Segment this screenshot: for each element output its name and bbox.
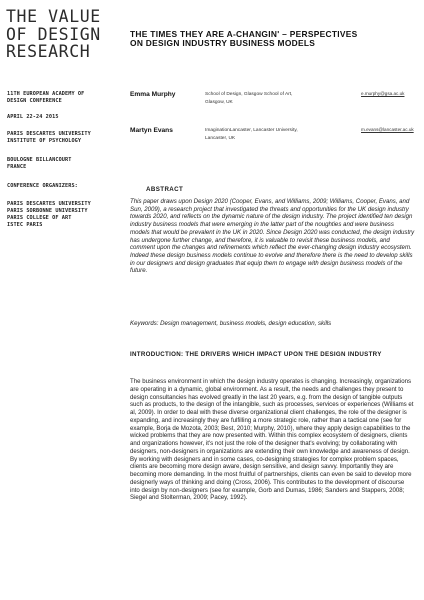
conference-logo [6, 8, 118, 61]
keywords: Keywords: Design management, business models, design education, skills [130, 320, 332, 327]
organizer-item: ISTEC PARIS [7, 222, 43, 228]
city-line-1: BOULOGNE BILLANCOURT [7, 157, 72, 163]
affiliation-line-1: School of Design, Glasgow School of Art, [205, 92, 293, 97]
paper-title-line-2: ON DESIGN INDUSTRY BUSINESS MODELS [130, 38, 316, 49]
organizer-item: PARIS COLLEGE OF ART [7, 215, 72, 221]
conference-city [7, 157, 119, 171]
affiliation-line-2: Lancaster, UK [205, 136, 236, 141]
abstract-text: This paper draws upon Design 2020 (Cooper, Evans, and Williams, 2009; Williams, Cooper, Evans, and Sun, 2009), a research project that investigated the threats and opportunities for the UK design industry towards 2020, and reflects on the dynamic nature of the design industry. The project identified ten design industry business models that were emerging in the latter part of the noughties and were business models that would be prevalent in the UK in 2020. Since Design 2020 was conducted, the design industry has undergone further change, and therefore, it is valuable to revisit these business models, and comment upon the changes and refinements which reflect the ever-changing design industry ecosystem. Indeed these design business models continue to evolve and therefore there is the need to develop skills in our designers and design graduates that equip them to engage with design business models of the future. [130, 198, 415, 275]
author-email-link[interactable]: m.evans@lancaster.ac.uk [361, 127, 414, 132]
paper-title [130, 30, 415, 48]
logo-line-2: OF DESIGN [6, 24, 101, 44]
venue-line-1: PARIS DESCARTES UNIVERSITY [7, 131, 91, 137]
conference-name-line-2: DESIGN CONFERENCE [7, 98, 62, 104]
conference-dates: APRIL 22-24 2015 [7, 114, 59, 120]
section-heading: INTRODUCTION: THE DRIVERS WHICH IMPACT UPON THE DESIGN INDUSTRY [130, 351, 382, 358]
author-email-link[interactable]: e.murphy@gsa.ac.uk [361, 91, 405, 96]
organizer-item: PARIS SORBONNE UNIVERSITY [7, 208, 88, 214]
author-name: Emma Murphy [130, 91, 176, 98]
author-affiliation [205, 91, 325, 107]
organizers-label: CONFERENCE ORGANIZERS: [7, 183, 78, 189]
body-paragraph: The business environment in which the design industry operates is changing. Increasingly, organizations are operating in a dynamic, global environment. As a result, the needs and challenges they present to design consultancies has evolved greatly in the last 20 years, e.g. from the design of tangible outputs such as products, to the design of the intangible, such as processes, services or experiences (Williams et al, 2009). In order to deal with these diverse organizational client challenges, the role of the designer is expanding, and increasingly they are fulfilling a more strategic role, rather than a tactical one (see for example, Borja de Mozota, 2003; Best, 2010; Murphy, 2010), where they apply design capabilities to the wicked problems that they are now presented with. Within this complex ecosystem of designers, clients and organizations however, it's not just the role of the designer that's evolving; by collaborating with designers, non-designers in organizations are extending their own knowledge and awareness of design. By working with designers and in some cases, co-designing strategies for complex problem spaces, clients are becoming more design aware, design sensitive, and design savvy. Importantly they are becoming more demanding. In the most fruitful of partnerships, clients can even be said to develop more designerly ways of thinking and doing (Cross, 2006). This contributes to the development of discourse into design by non-designers (see for example, Gorb and Dumas, 1986; Sanders and Stappers, 2008; Siegel and Stolterman, 2009; Pacey, 1992). [130, 378, 414, 502]
conference-name-line-1: 11TH EUROPEAN ACADEMY OF [7, 91, 85, 97]
logo-line-1: THE VALUE [6, 7, 101, 26]
affiliation-line-1: ImaginationLancaster, Lancaster University, [205, 128, 298, 133]
author-name: Martyn Evans [130, 127, 173, 134]
affiliation-line-2: Glasgow, UK [205, 100, 233, 105]
city-line-2: FRANCE [7, 164, 27, 170]
author-affiliation [205, 127, 325, 143]
conference-name [7, 91, 119, 105]
conference-venue [7, 131, 119, 145]
venue-line-2: INSTITUTE OF PSYCHOLOGY [7, 138, 82, 144]
abstract-heading: ABSTRACT [146, 186, 184, 193]
paper-title-line-1: THE TIMES THEY ARE A-CHANGIN' – PERSPECTIVES [130, 29, 358, 39]
organizers-list [7, 201, 119, 229]
organizer-item: PARIS DESCARTES UNIVERSITY [7, 201, 91, 207]
logo-line-3: RESEARCH [6, 42, 91, 61]
